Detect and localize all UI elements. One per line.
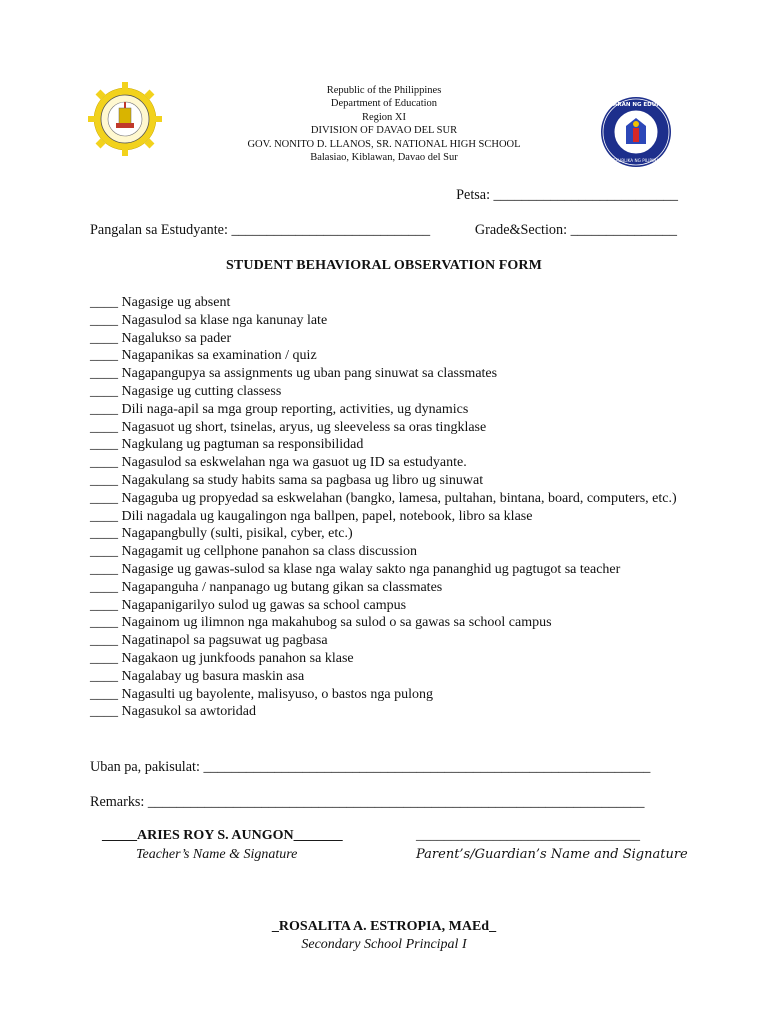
- checklist-item[interactable]: ____ Nagasuot ug short, tsinelas, aryus, ug sleeveless sa oras tingklase: [90, 419, 487, 435]
- checklist-item[interactable]: ____ Nagasige ug cutting classess: [90, 383, 282, 399]
- checklist-item[interactable]: ____ Nagapanguha / nanpanago ug butang gikan sa classmates: [90, 579, 443, 595]
- deped-seal-bottom-text: REPUBLIKA NG PILIPINAS: [610, 158, 662, 163]
- deped-seal-ring-text: KAGAWARAN NG EDUKASYON: [590, 102, 682, 108]
- checklist-item[interactable]: ____ Nagalukso sa pader: [90, 330, 232, 346]
- checklist-item[interactable]: ____ Nagapanikas sa examination / quiz: [90, 348, 317, 364]
- header-division: DIVISION OF DAVAO DEL SUR: [310, 125, 458, 137]
- checklist-item[interactable]: ____ Nagasukol sa awtoridad: [90, 704, 257, 720]
- checklist-item[interactable]: ____ Nagagamit ug cellphone panahon sa class discussion: [90, 544, 417, 560]
- checklist-item[interactable]: ____ Nagasulod sa eskwelahan nga wa gasuot ug ID sa estudyante.: [90, 455, 467, 471]
- checklist-item[interactable]: ____ Nagalabay ug basura maskin asa: [90, 668, 305, 684]
- checklist-item[interactable]: ____ Nagasige ug absent: [90, 295, 231, 310]
- checklist-item[interactable]: ____ Nagapanigarilyo sulod ug gawas sa school campus: [90, 597, 407, 613]
- header-region: Region XI: [361, 111, 407, 123]
- checklist-item[interactable]: ____ Nagasige ug gawas-sulod sa klase nga walay sakto nga pananghid ug pagtugot sa teacher: [90, 561, 621, 577]
- checklist-item[interactable]: ____ Nagapangupya sa assignments ug uban pang sinuwat sa classmates: [90, 366, 498, 382]
- teacher-signature-label: Teacher’s Name & Signature: [136, 847, 298, 862]
- header-department: Department of Education: [330, 98, 438, 110]
- remarks-field[interactable]: Remarks: ______________________________________________________________________: [90, 794, 645, 810]
- checklist-item[interactable]: ____ Nagatinapol sa pagsuwat ug pagbasa: [90, 633, 328, 649]
- header-school: GOV. NONITO D. LLANOS, SR. NATIONAL HIGH SCHOOL: [247, 138, 521, 150]
- header-address: Balasiao, Kiblawan, Davao del Sur: [310, 152, 458, 164]
- grade-section-field[interactable]: Grade&Section: _______________: [474, 222, 677, 238]
- letterhead: [0, 84, 768, 164]
- principal-title: Secondary School Principal I: [301, 937, 467, 952]
- checklist-item[interactable]: ____ Nagakaon ug junkfoods panahon sa klase: [90, 650, 354, 666]
- header-republic: Republic of the Philippines: [326, 85, 442, 96]
- checklist-item[interactable]: ____ Nagapangbully (sulti, pisikal, cyber, etc.): [90, 526, 353, 542]
- checklist-item[interactable]: ____ Nagkulang ug pagtuman sa responsibilidad: [90, 437, 364, 453]
- checklist-item[interactable]: ____ Nagasulod sa klase nga kanunay late: [90, 312, 328, 328]
- checklist-item[interactable]: ____ Dili naga-apil sa mga group reporting, activities, ug dynamics: [90, 401, 469, 417]
- parent-signature-label: Parent’s/Guardian’s Name and Signature: [416, 847, 688, 862]
- checklist-item[interactable]: ____ Nagakulang sa study habits sama sa pagbasa ug libro ug sinuwat: [90, 472, 484, 488]
- behavior-checklist: [90, 294, 690, 721]
- teacher-name: _____ARIES ROY S. AUNGON_______: [102, 828, 343, 843]
- checklist-item[interactable]: ____ Dili nagadala ug kaugalingon nga ballpen, papel, notebook, libro sa klase: [90, 508, 533, 524]
- form-title: STUDENT BEHAVIORAL OBSERVATION FORM: [226, 258, 542, 273]
- checklist-item[interactable]: ____ Nagainom ug ilimnon nga makahubog sa sulod o sa gawas sa school campus: [90, 615, 552, 631]
- parent-signature-line[interactable]: ________________________________: [416, 828, 640, 843]
- checklist-item[interactable]: ____ Nagasulti ug bayolente, malisyuso, o bastos nga pulong: [90, 686, 433, 702]
- principal-name: _ROSALITA A. ESTROPIA, MAEd_: [271, 919, 497, 934]
- student-name-field[interactable]: Pangalan sa Estudyante: ____________________________: [90, 222, 431, 238]
- others-field[interactable]: Uban pa, pakisulat: _______________________________________________________________: [90, 759, 651, 775]
- date-field[interactable]: Petsa: __________________________: [456, 187, 678, 203]
- checklist-item[interactable]: ____ Nagaguba ug propyedad sa eskwelahan (bangko, lamesa, pultahan, bintana, board, computers, etc.): [90, 490, 677, 506]
